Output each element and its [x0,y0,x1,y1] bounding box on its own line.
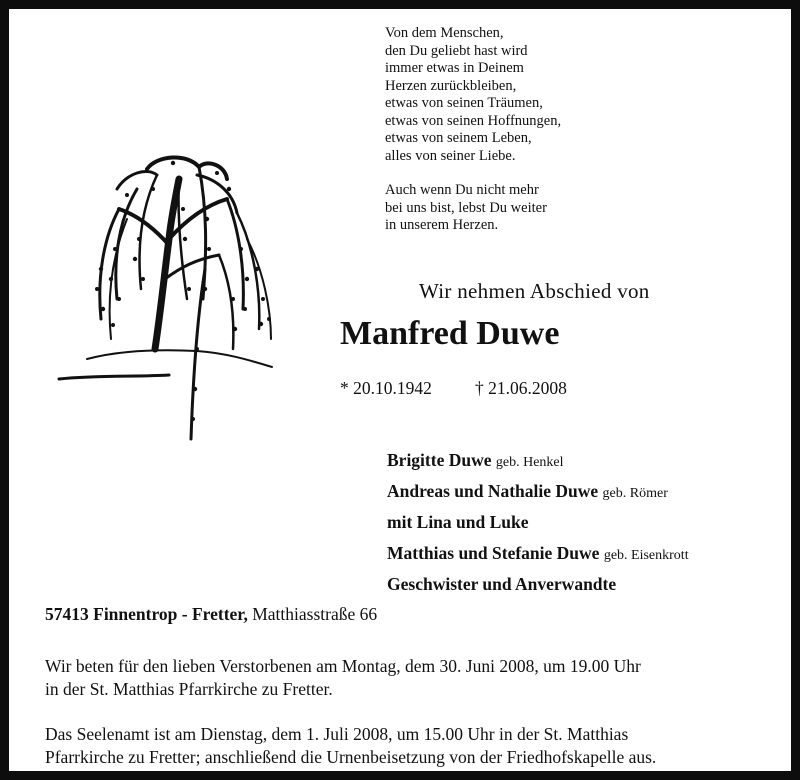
weeping-willow-icon [57,149,282,449]
family-member [387,570,689,601]
poem-line: etwas von seinen Träumen, [385,95,543,111]
stanza-gap [385,165,561,182]
deceased-name: Manfred Duwe [340,315,560,352]
family-member [387,539,689,570]
family-member-note: geb. Römer [602,486,668,501]
family-member-name: Brigitte Duwe [387,450,492,470]
poem-line: Auch wenn Du nicht mehr [385,182,539,198]
prayer-announcement [45,655,641,700]
poem-line: etwas von seinem Leben, [385,130,532,146]
poem-line: den Du geliebt hast wird [385,42,528,59]
poem-line: bei uns bist, lebst Du weiter [385,199,547,216]
address [45,604,377,625]
poem-line: etwas von seinen Hoffnungen, [385,112,562,129]
poem-line: alles von seiner Liebe. [385,147,516,164]
paragraph-line: in der St. Matthias Pfarrkirche zu Fretter. [45,678,333,699]
address-place: 57413 Finnentrop - Fretter, [45,604,248,624]
poem-line: in unserem Herzen. [385,217,499,233]
death-date: † 21.06.2008 [475,378,567,398]
family-list [387,446,689,601]
paragraph-line: Das Seelenamt ist am Dienstag, dem 1. Juli 2008, um 15.00 Uhr in der St. Matthias [45,724,629,744]
poem-line: immer etwas in Deinem [385,60,524,76]
family-member-name: Geschwister und Anverwandte [387,574,617,594]
family-member-name: mit Lina und Luke [387,512,529,532]
poem-line: Herzen zurückbleiben, [385,77,517,94]
birth-date: * 20.10.1942 [340,378,432,398]
family-member-note: geb. Eisenkrott [603,548,689,563]
address-street: Matthiasstraße 66 [252,604,378,624]
paragraph-line: Wir beten für den lieben Verstorbenen am Montag, dem 30. Juni 2008, um 19.00 Uhr [45,656,641,676]
family-member-note: geb. Henkel [495,455,564,470]
paragraph-line: Pfarrkirche zu Fretter; anschließend die Urnenbeisetzung von der Friedhofskapelle aus. [45,746,657,767]
family-member [387,477,689,508]
requiem-announcement [45,723,656,768]
farewell-intro: Wir nehmen Abschied von [419,279,650,303]
family-member [387,446,689,477]
family-member [387,508,689,539]
family-member-name: Matthias und Stefanie Duwe [387,543,600,563]
poem [385,25,561,235]
family-member-name: Andreas und Nathalie Duwe [387,481,599,501]
poem-line: Von dem Menschen, [385,25,504,41]
